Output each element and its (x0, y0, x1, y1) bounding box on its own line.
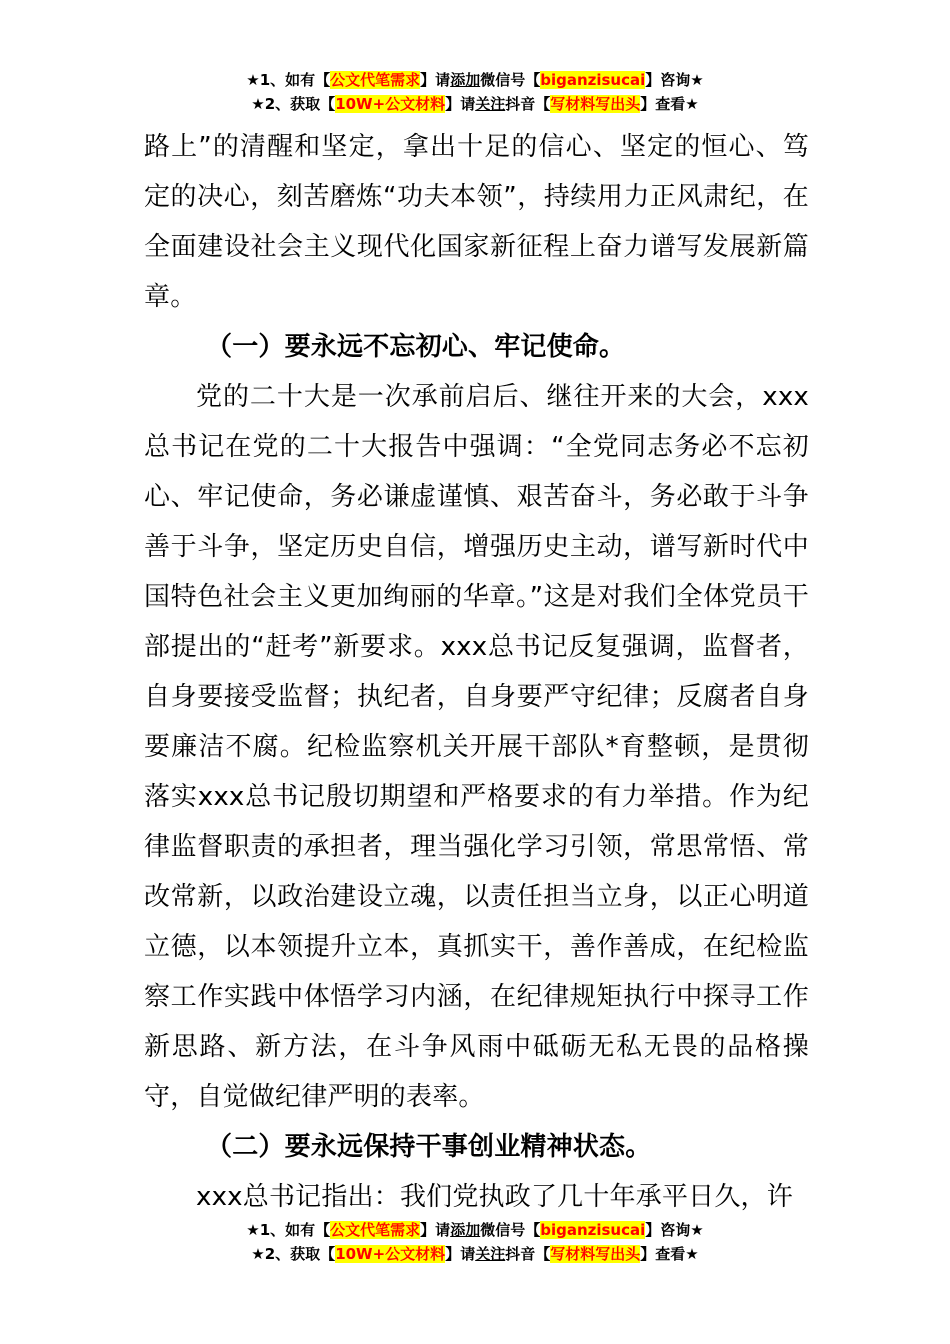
banner-text-emphasis: 添加 (450, 71, 481, 89)
star-icon: ★ (251, 1245, 265, 1263)
header-banner (0, 68, 950, 116)
banner-text: 】查看★ (640, 95, 699, 113)
banner-text: 抖音【 (505, 1245, 551, 1263)
highlight-douyin-id: 写材料写出头 (550, 95, 641, 113)
highlight-materials: 10W+公文材料 (335, 1245, 446, 1263)
highlight-douyin-id: 写材料写出头 (550, 1245, 641, 1263)
banner-text: 1、如有【 (259, 71, 331, 89)
banner-text-emphasis: 添加 (450, 1221, 481, 1239)
banner-text: 抖音【 (505, 95, 551, 113)
paragraph: 党的二十大是一次承前启后、继往开来的大会，xxx总书记在党的二十大报告中强调：“全党同志务必不忘初心、牢记使命，务必谦虚谨慎、艰苦奋斗，务必敢于斗争善于斗争，坚定历史自信，增强历史主动，谱写新时代中国特色社会主义更加绚丽的华章。”这是对我们全体党员干部提出的“赶考”新要求。xxx总书记反复强调，监督者，自身要接受监督；执纪者，自身要严守纪律；反腐者自身要廉洁不腐。纪检监察机关开展干部队*育整顿，是贯彻落实xxx总书记殷切期望和严格要求的有力举措。作为纪律监督职责的承担者，理当强化学习引领，常思常悟、常改常新，以政治建设立魂，以责任担当立身，以正心明道立德，以本领提升立本，真抓实干，善作善成，在纪检监察工作实践中体悟学习内涵，在纪律规矩执行中探寻工作新思路、新方法，在斗争风雨中砥砺无私无畏的品格操守，自觉做纪律严明的表率。 (144, 382, 809, 1112)
banner-text: 微信号【 (480, 71, 541, 89)
footer-banner (0, 1218, 950, 1266)
banner-line-2 (0, 1242, 950, 1266)
banner-text-emphasis: 关注 (475, 95, 506, 113)
banner-text: 】请 (420, 1221, 451, 1239)
banner-line-2 (0, 92, 950, 116)
star-icon: ★ (251, 95, 265, 113)
paragraph: 路上”的清醒和坚定，拿出十足的信心、坚定的恒心、笃定的决心，刻苦磨炼“功夫本领”，持续用力正风肃纪，在全面建设社会主义现代化国家新征程上奋力谱写发展新篇章。 (144, 132, 809, 312)
banner-text: 微信号【 (480, 1221, 541, 1239)
highlight-wechat-id: biganzisucai (540, 71, 646, 89)
document-body (144, 122, 809, 1222)
star-icon: ★ (246, 71, 260, 89)
banner-text: 2、获取【 (264, 1245, 336, 1263)
banner-text: 】请 (445, 1245, 476, 1263)
banner-text: 】请 (445, 95, 476, 113)
highlight-materials: 10W+公文材料 (335, 95, 446, 113)
banner-text: 】查看★ (640, 1245, 699, 1263)
banner-text: 1、如有【 (259, 1221, 331, 1239)
banner-line-1 (0, 68, 950, 92)
banner-text: 】咨询★ (645, 1221, 704, 1239)
banner-text-emphasis: 关注 (475, 1245, 506, 1263)
highlight-service: 公文代笔需求 (330, 1221, 421, 1239)
banner-line-1 (0, 1218, 950, 1242)
section-heading: （二）要永远保持干事创业精神状态。 (206, 1132, 652, 1162)
star-icon: ★ (246, 1221, 260, 1239)
highlight-wechat-id: biganzisucai (540, 1221, 646, 1239)
banner-text: 】请 (420, 71, 451, 89)
highlight-service: 公文代笔需求 (330, 71, 421, 89)
section-heading: （一）要永远不忘初心、牢记使命。 (206, 332, 626, 362)
paragraph: xxx总书记指出：我们党执政了几十年承平日久，许 (196, 1182, 793, 1212)
banner-text: 】咨询★ (645, 71, 704, 89)
banner-text: 2、获取【 (264, 95, 336, 113)
